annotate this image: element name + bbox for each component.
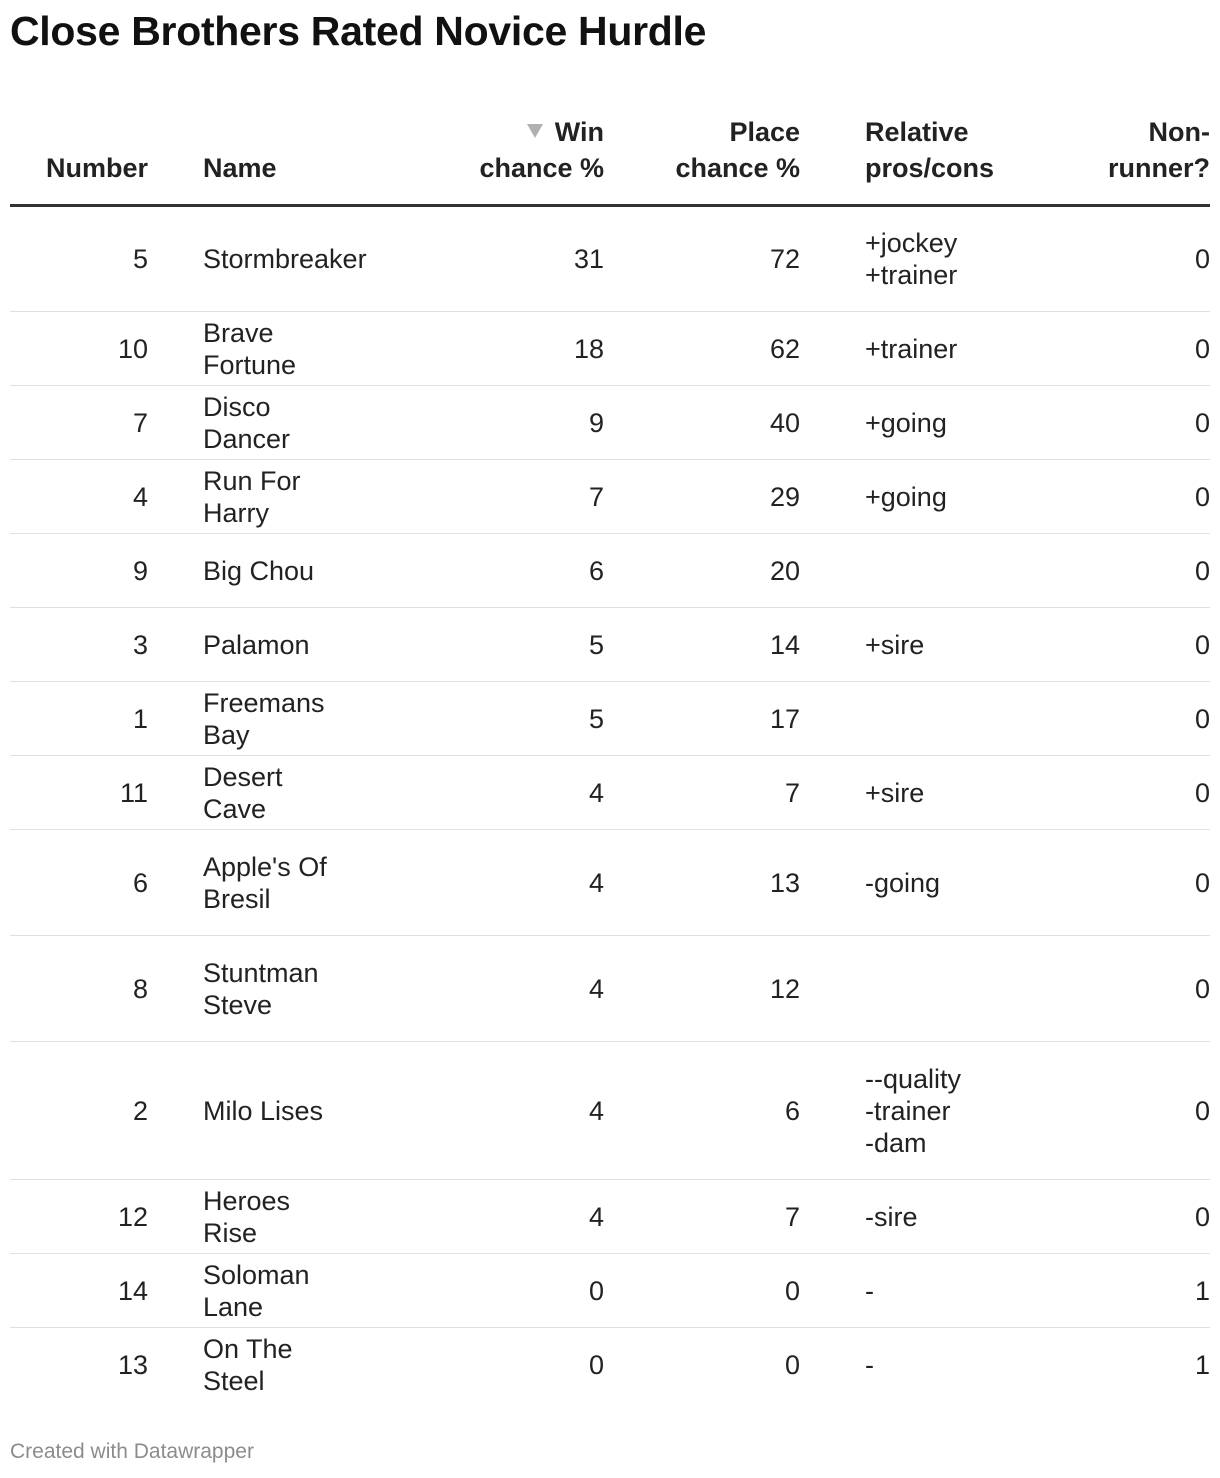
cell-nonrunner: 0 <box>1050 756 1210 830</box>
cell-place-chance: 12 <box>604 936 800 1042</box>
column-header-win-line2: chance % <box>479 153 604 183</box>
column-header-relative[interactable] <box>800 108 1050 206</box>
cell-nonrunner: 0 <box>1050 386 1210 460</box>
cell-nonrunner: 0 <box>1050 682 1210 756</box>
cell-name: Brave Fortune <box>148 312 368 386</box>
cell-nonrunner: 1 <box>1050 1254 1210 1328</box>
cell-name: Disco Dancer <box>148 386 368 460</box>
column-header-nonrunner-line1: Non- <box>1148 117 1210 147</box>
table-body <box>10 206 1210 1402</box>
cell-number: 7 <box>10 386 148 460</box>
cell-win-chance: 4 <box>368 830 604 936</box>
cell-relative <box>800 534 1050 608</box>
cell-nonrunner: 0 <box>1050 1180 1210 1254</box>
cell-number: 6 <box>10 830 148 936</box>
cell-relative: +sire <box>800 756 1050 830</box>
cell-number: 11 <box>10 756 148 830</box>
table-title: Close Brothers Rated Novice Hurdle <box>10 8 707 54</box>
table-row <box>10 1328 1210 1402</box>
table-row <box>10 1180 1210 1254</box>
cell-nonrunner: 0 <box>1050 534 1210 608</box>
cell-win-chance: 4 <box>368 936 604 1042</box>
cell-relative <box>800 936 1050 1042</box>
cell-number: 4 <box>10 460 148 534</box>
cell-number: 8 <box>10 936 148 1042</box>
cell-relative: +going <box>800 460 1050 534</box>
column-header-relative-line1: Relative <box>865 117 969 147</box>
cell-relative <box>800 682 1050 756</box>
cell-place-chance: 62 <box>604 312 800 386</box>
column-header-number[interactable] <box>10 108 148 206</box>
cell-win-chance: 31 <box>368 206 604 312</box>
cell-place-chance: 0 <box>604 1254 800 1328</box>
cell-number: 13 <box>117 1349 148 1380</box>
footer-credit: Created with Datawrapper <box>10 1440 254 1463</box>
table-row <box>10 534 1210 608</box>
cell-name: Stuntman Steve <box>148 936 368 1042</box>
column-header-name[interactable] <box>148 108 368 206</box>
cell-name: Run For Harry <box>148 460 368 534</box>
cell-name: Soloman Lane <box>148 1254 368 1328</box>
cell-place-chance: 13 <box>604 830 800 936</box>
cell-name: Milo Lises <box>148 1042 368 1180</box>
cell-number: 14 <box>10 1254 148 1328</box>
column-header-place-line2: chance % <box>675 153 800 183</box>
cell-number: 12 <box>10 1180 148 1254</box>
cell-win-chance: 5 <box>368 608 604 682</box>
cell-relative: +going <box>800 386 1050 460</box>
cell-nonrunner: 0 <box>1050 1042 1210 1180</box>
cell-relative: -sire <box>800 1180 1050 1254</box>
table-header <box>10 108 1210 206</box>
cell-name: Palamon <box>148 608 368 682</box>
cell-relative: +jockey +trainer <box>800 206 1050 312</box>
cell-win-chance: 6 <box>368 534 604 608</box>
cell-relative: - <box>865 1349 874 1380</box>
cell-nonrunner: 1 <box>1194 1349 1210 1380</box>
cell-place-chance: 6 <box>604 1042 800 1180</box>
cell-nonrunner: 0 <box>1050 936 1210 1042</box>
cell-name: Apple's Of Bresil <box>148 830 368 936</box>
column-header-place-chance[interactable] <box>604 108 800 206</box>
cell-relative: --quality -trainer -dam <box>800 1042 1050 1180</box>
cell-name: On The Steel <box>203 1333 293 1396</box>
cell-place-chance: 20 <box>604 534 800 608</box>
cell-win-chance: 4 <box>368 756 604 830</box>
cell-relative: -going <box>800 830 1050 936</box>
cell-name: Heroes Rise <box>148 1180 368 1254</box>
header-row <box>10 108 1210 206</box>
table-row <box>10 936 1210 1042</box>
cell-number: 10 <box>10 312 148 386</box>
race-table <box>10 108 1210 1402</box>
cell-win-chance: 9 <box>368 386 604 460</box>
cell-place-chance: 17 <box>604 682 800 756</box>
cell-number: 1 <box>10 682 148 756</box>
column-header-number-label: Number <box>45 153 148 183</box>
cell-win-chance: 18 <box>368 312 604 386</box>
table-row <box>10 206 1210 312</box>
cell-nonrunner: 0 <box>1050 312 1210 386</box>
cell-name: Big Chou <box>148 534 368 608</box>
table-row <box>10 830 1210 936</box>
column-header-win-chance[interactable] <box>368 108 604 206</box>
cell-relative: +sire <box>800 608 1050 682</box>
cell-place-chance: 7 <box>604 1180 800 1254</box>
column-header-nonrunner[interactable] <box>1050 108 1210 206</box>
cell-name: Freemans Bay <box>148 682 368 756</box>
sort-descending-icon <box>527 124 543 138</box>
cell-nonrunner: 0 <box>1050 206 1210 312</box>
cell-name: Desert Cave <box>148 756 368 830</box>
cell-place-chance: 29 <box>604 460 800 534</box>
cell-nonrunner: 0 <box>1050 830 1210 936</box>
cell-number: 3 <box>10 608 148 682</box>
cell-place-chance: 0 <box>784 1349 800 1380</box>
table-row <box>10 386 1210 460</box>
column-header-win-line1: Win <box>554 117 604 147</box>
cell-relative: +trainer <box>800 312 1050 386</box>
cell-place-chance: 14 <box>604 608 800 682</box>
cell-number: 5 <box>10 206 148 312</box>
cell-relative: - <box>800 1254 1050 1328</box>
cell-number: 2 <box>10 1042 148 1180</box>
table-row <box>10 1254 1210 1328</box>
column-header-relative-line2: pros/cons <box>865 153 995 183</box>
cell-place-chance: 7 <box>604 756 800 830</box>
column-header-nonrunner-line2: runner? <box>1107 153 1210 183</box>
cell-place-chance: 72 <box>604 206 800 312</box>
cell-name: Stormbreaker <box>148 206 368 312</box>
cell-win-chance: 5 <box>368 682 604 756</box>
cell-win-chance: 7 <box>368 460 604 534</box>
cell-nonrunner: 0 <box>1050 460 1210 534</box>
cell-win-chance: 4 <box>368 1042 604 1180</box>
table-row <box>10 312 1210 386</box>
cell-win-chance: 0 <box>368 1254 604 1328</box>
table-row <box>10 460 1210 534</box>
column-header-name-label: Name <box>203 153 277 183</box>
cell-win-chance: 0 <box>588 1349 604 1380</box>
cell-place-chance: 40 <box>604 386 800 460</box>
table-row <box>10 1042 1210 1180</box>
table-row <box>10 682 1210 756</box>
column-header-place-line1: Place <box>729 117 800 147</box>
table-row <box>10 756 1210 830</box>
cell-number: 9 <box>10 534 148 608</box>
table-row <box>10 608 1210 682</box>
cell-win-chance: 4 <box>368 1180 604 1254</box>
cell-nonrunner: 0 <box>1050 608 1210 682</box>
